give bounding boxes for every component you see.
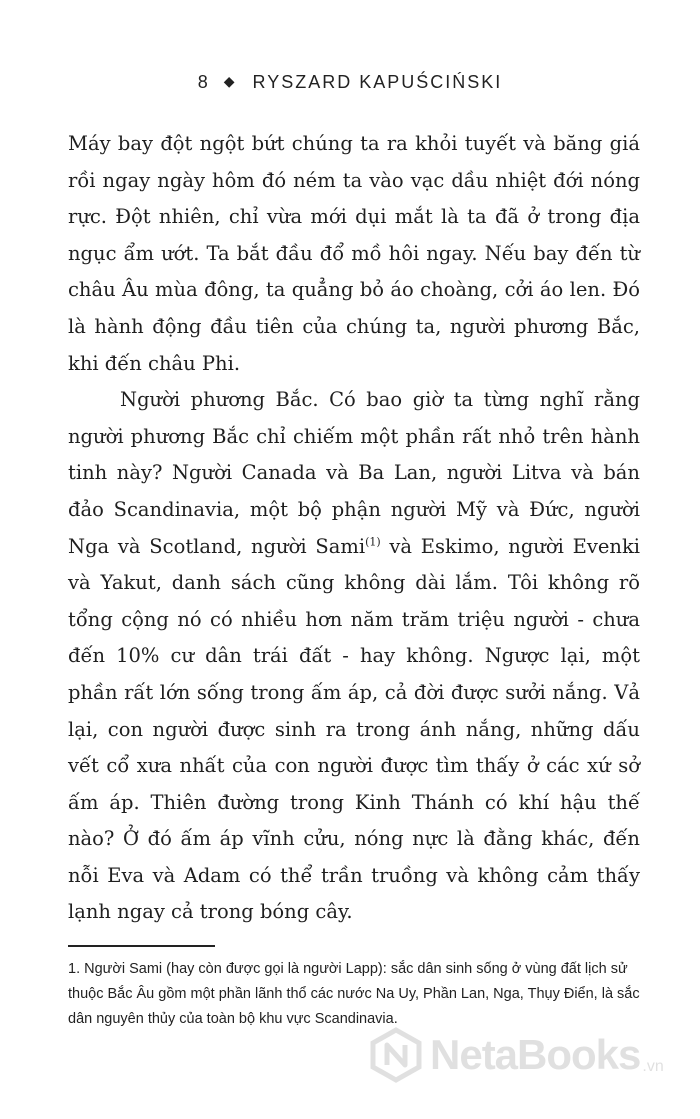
footnote-reference: (1) <box>365 535 381 549</box>
watermark-brand: NetaBooks <box>430 1031 641 1078</box>
diamond-separator-icon: ◆ <box>223 73 237 89</box>
netabooks-logo-icon <box>368 1027 424 1083</box>
body-text <box>68 126 640 931</box>
footnote: 1. Người Sami (hay còn được gọi là người Lapp): sắc dân sinh sống ở vùng đất lịch sử thuộc Bắc Âu gồm một phần lãnh thổ các nước Na Uy, Phần Lan, Nga, Thụy Điển, là sắc dân nguyên thủy của toàn bộ khu vực Scandinavia. <box>68 961 640 1027</box>
page-number: 8 <box>197 72 210 92</box>
author-name: RYSZARD KAPUŚCIŃSKI <box>252 72 503 92</box>
watermark-domain: .vn <box>642 1058 664 1075</box>
paragraph-1: Máy bay đột ngột bứt chúng ta ra khỏi tuyết và băng giá rồi ngay ngày hôm đó ném ta vào vạc dầu nhiệt đới nóng rực. Đột nhiên, chỉ vừa mới dụi mắt là ta đã ở trong địa ngục ẩm ướt. Ta bắt đầu đổ mồ hôi ngay. Nếu bay đến từ châu Âu mùa đông, ta quẳng bỏ áo choàng, cởi áo len. Đó là hành động đầu tiên của chúng ta, người phương Bắc, khi đến châu Phi. <box>68 132 640 375</box>
paragraph-2-part-2: và Eskimo, người Evenki và Yakut, danh sách cũng không dài lắm. Tôi không rõ tổng cộng nó có nhiều hơn năm trăm triệu người - chưa đến 10% cư dân trái đất - hay không. Ngược lại, một phần rất lớn sống trong ấm áp, cả đời được sưởi nắng. Vả lại, con người được sinh ra trong ánh nắng, những dấu vết cổ xưa nhất của con người được tìm thấy ở các xứ sở ấm áp. Thiên đường trong Kinh Thánh có khí hậu thế nào? Ở đó ấm áp vĩnh cửu, nóng nực là đằng khác, đến nỗi Eva và Adam có thể trần truồng và không cảm thấy lạnh ngay cả trong bóng cây. <box>68 534 640 924</box>
running-head <box>0 72 700 93</box>
paragraph-2-part-1: Người phương Bắc. Có bao giờ ta từng nghĩ rằng người phương Bắc chỉ chiếm một phần rất nhỏ trên hành tinh này? Người Canada và Ba Lan, người Litva và bán đảo Scandinavia, một bộ phận người Mỹ và Đức, người Nga và Scotland, người Sami <box>68 388 640 558</box>
paragraph-2 <box>68 382 640 931</box>
watermark <box>368 1020 664 1090</box>
footnote-divider <box>68 945 215 947</box>
